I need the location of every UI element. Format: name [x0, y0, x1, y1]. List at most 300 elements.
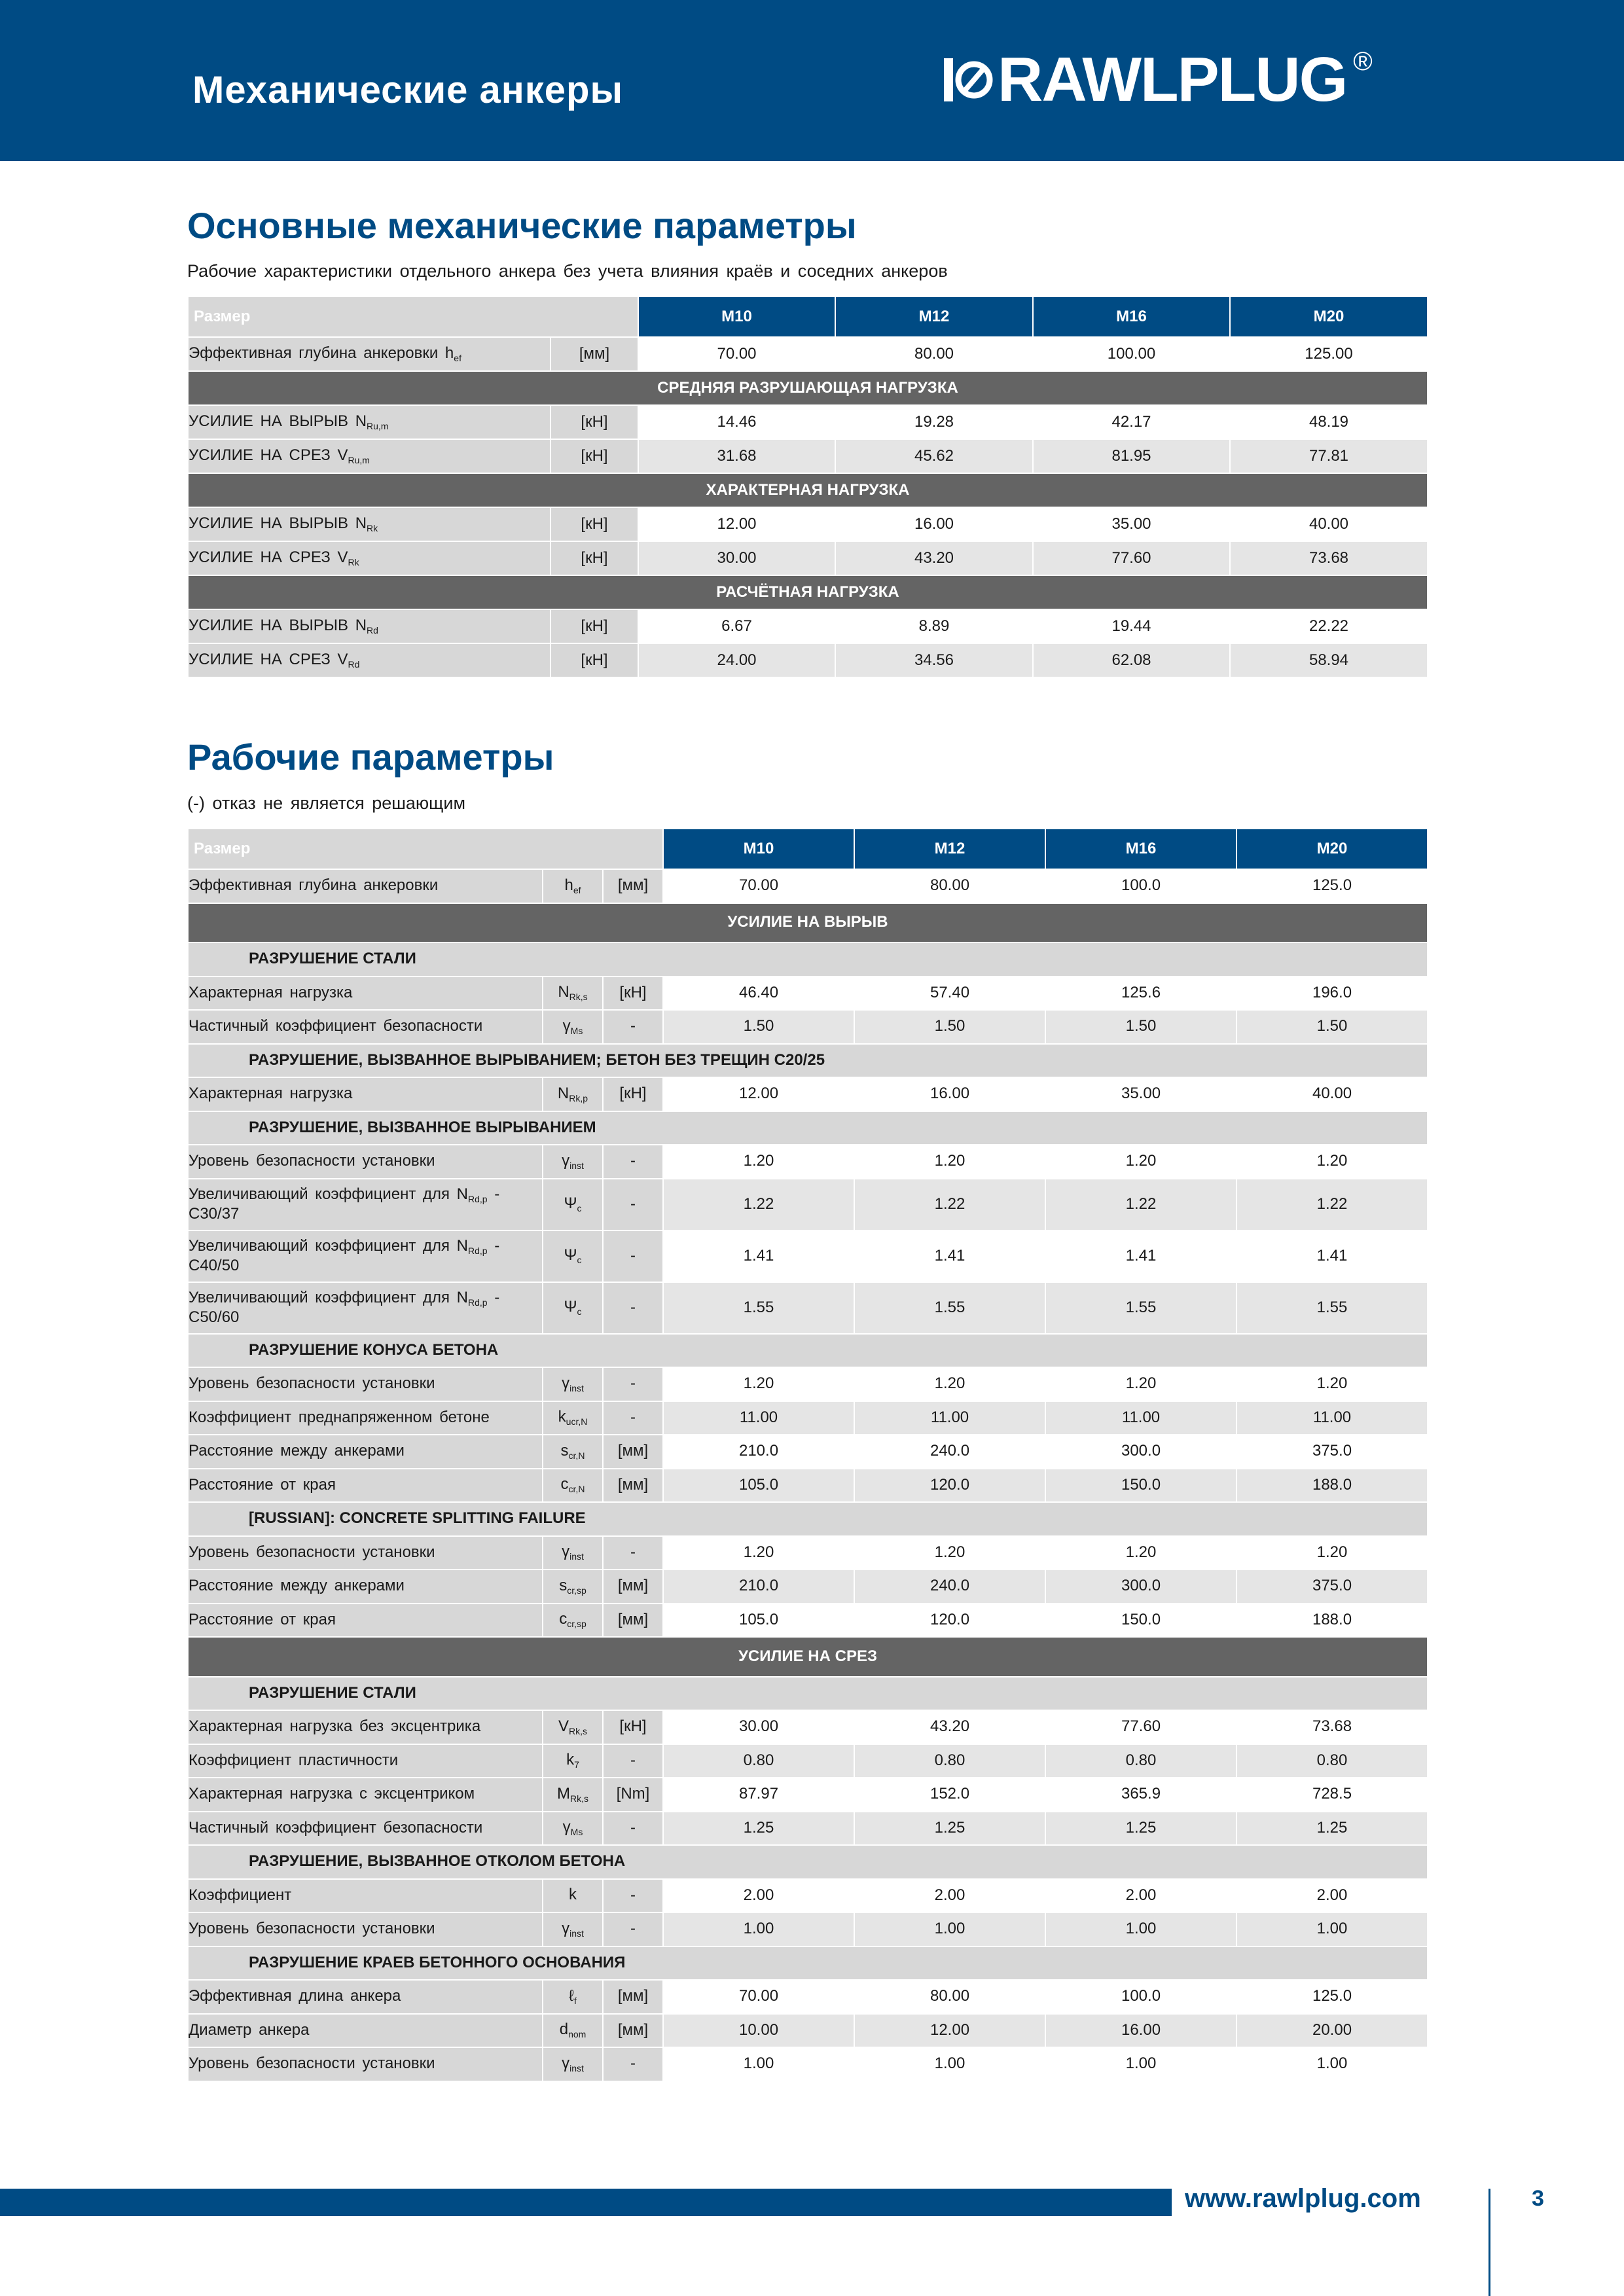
value-cell: 100.0	[1045, 869, 1236, 903]
symbol: Ψ	[564, 1194, 577, 1213]
symbol: ℓ	[569, 1986, 574, 2005]
value-cell: 2.00	[663, 1879, 854, 1913]
value-cell: 1.20	[1236, 1367, 1428, 1401]
unit-cell: [мм]	[603, 1435, 663, 1469]
brand-name: RAWLPLUG	[998, 45, 1347, 115]
unit-cell: [мм]	[603, 1604, 663, 1638]
table-row	[188, 643, 1428, 677]
parameter-name: Уровень безопасности установки	[189, 1543, 435, 1561]
symbol-cell	[543, 2014, 603, 2048]
section1-subtitle: Рабочие характеристики отдельного анкера без учета влияния краёв и соседних анкеров	[187, 261, 948, 281]
parameter-label	[188, 507, 550, 541]
value-cell: 1.00	[1236, 1912, 1428, 1946]
unit-cell: [кН]	[603, 977, 663, 1011]
symbol-cell	[543, 2047, 603, 2081]
subsection-label: РАЗРУШЕНИЕ, ВЫЗВАННОЕ ВЫРЫВАНИЕМ; БЕТОН БЕЗ ТРЕЩИН С20/25	[249, 1050, 825, 1069]
symbol-cell	[543, 1282, 603, 1334]
page-number: 3	[1532, 2186, 1544, 2211]
value-cell: 0.80	[854, 1744, 1045, 1778]
subsection-row	[188, 1845, 1428, 1879]
symbol-subscript: Ms	[570, 1827, 583, 1838]
value-cell: 40.00	[1230, 507, 1428, 541]
value-cell: 105.0	[663, 1604, 854, 1638]
symbol: c	[560, 1475, 569, 1494]
unit-cell: [кН]	[603, 1710, 663, 1744]
parameter-label	[188, 1145, 543, 1179]
symbol: N	[557, 1084, 569, 1102]
value-cell: 1.20	[663, 1367, 854, 1401]
table-row	[188, 1536, 1428, 1570]
symbol: γ	[562, 1374, 570, 1392]
size-column-header: M20	[1230, 296, 1428, 337]
table-row	[188, 1145, 1428, 1179]
value-cell: 6.67	[638, 609, 835, 643]
symbol: M	[557, 1784, 570, 1803]
unit-cell: -	[603, 1179, 663, 1230]
symbol-subscript: c	[577, 1255, 582, 1266]
value-cell: 1.22	[1236, 1179, 1428, 1230]
parameter-label	[188, 1010, 543, 1044]
symbol: k	[558, 1408, 566, 1426]
parameter-label	[188, 1812, 543, 1846]
value-cell: 12.00	[663, 1077, 854, 1111]
symbol-cell	[543, 1912, 603, 1946]
parameter-name-suffix: - C30/37	[189, 1185, 500, 1223]
value-cell: 1.41	[1045, 1230, 1236, 1282]
symbol: N	[558, 983, 569, 1001]
subsection-label: РАЗРУШЕНИЕ, ВЫЗВАННОЕ ВЫРЫВАНИЕМ	[249, 1118, 596, 1136]
size-column-header: M16	[1045, 829, 1236, 869]
parameter-name: Расстояние между анкерами	[189, 1577, 405, 1595]
value-cell: 1.25	[854, 1812, 1045, 1846]
symbol: γ	[562, 1151, 570, 1170]
symbol-subscript: inst	[569, 1551, 584, 1562]
unit-cell: [мм]	[550, 337, 638, 371]
unit-cell: -	[603, 1367, 663, 1401]
parameter-label	[188, 1604, 543, 1638]
unit-cell: [кН]	[550, 643, 638, 677]
value-cell: 300.0	[1045, 1570, 1236, 1604]
symbol-subscript: Rk,s	[569, 1725, 587, 1736]
subsection-heading	[188, 1044, 1428, 1078]
footer-bar	[0, 2189, 1172, 2216]
parameter-label	[188, 2014, 543, 2048]
value-cell: 30.00	[663, 1710, 854, 1744]
table-row	[188, 1710, 1428, 1744]
value-cell: 728.5	[1236, 1778, 1428, 1812]
symbol-subscript: 7	[574, 1759, 579, 1770]
parameter-label	[188, 2047, 543, 2081]
table-row	[188, 1812, 1428, 1846]
parameter-subscript: Rd,p	[467, 1193, 488, 1204]
parameter-name: Частичный коэффициент безопасности	[189, 1017, 483, 1035]
table-row	[188, 1401, 1428, 1435]
value-cell: 43.20	[835, 541, 1033, 575]
size-column-header: M16	[1033, 296, 1230, 337]
value-cell: 1.25	[1045, 1812, 1236, 1846]
value-cell: 100.00	[1033, 337, 1230, 371]
parameter-subscript: Rk	[348, 557, 359, 568]
section-row	[188, 371, 1428, 405]
value-cell: 1.22	[663, 1179, 854, 1230]
symbol-cell	[543, 1879, 603, 1913]
symbol: Ψ	[564, 1246, 577, 1265]
symbol-subscript: nom	[568, 2029, 586, 2040]
subsection-row	[188, 1111, 1428, 1145]
value-cell: 105.0	[663, 1469, 854, 1503]
value-cell: 87.97	[663, 1778, 854, 1812]
symbol-cell	[543, 1230, 603, 1282]
table-row	[188, 1744, 1428, 1778]
subsection-label: РАЗРУШЕНИЕ СТАЛИ	[249, 950, 416, 968]
value-cell: 35.00	[1045, 1077, 1236, 1111]
value-cell: 0.80	[1236, 1744, 1428, 1778]
parameter-label	[188, 1710, 543, 1744]
symbol-subscript: inst	[569, 1928, 584, 1939]
parameter-name: Коэффициент	[189, 1886, 292, 1904]
symbol-cell	[543, 1710, 603, 1744]
value-cell: 210.0	[663, 1570, 854, 1604]
subsection-label: [RUSSIAN]: CONCRETE SPLITTING FAILURE	[249, 1509, 586, 1528]
value-cell: 125.0	[1236, 1980, 1428, 2014]
symbol: k	[566, 1751, 575, 1769]
value-cell: 19.28	[835, 405, 1033, 439]
parameter-label	[188, 405, 550, 439]
parameter-label	[188, 337, 550, 371]
value-cell: 48.19	[1230, 405, 1428, 439]
value-cell: 62.08	[1033, 643, 1230, 677]
table-row	[188, 1230, 1428, 1282]
value-cell: 365.9	[1045, 1778, 1236, 1812]
symbol: s	[560, 1441, 569, 1460]
size-header: Размер	[188, 829, 663, 869]
symbol-cell	[543, 1604, 603, 1638]
value-cell: 73.68	[1236, 1710, 1428, 1744]
unit-cell: -	[603, 1230, 663, 1282]
value-cell: 1.55	[854, 1282, 1045, 1334]
parameter-label	[188, 977, 543, 1011]
value-cell: 1.22	[1045, 1179, 1236, 1230]
unit-cell: -	[603, 2047, 663, 2081]
symbol-cell	[543, 1145, 603, 1179]
value-cell: 46.40	[663, 977, 854, 1011]
value-cell: 16.00	[835, 507, 1033, 541]
parameter-label	[188, 869, 543, 903]
parameter-label	[188, 643, 550, 677]
parameter-subscript: ef	[454, 353, 461, 364]
symbol-cell	[543, 1469, 603, 1503]
subsection-heading	[188, 1111, 1428, 1145]
value-cell: 11.00	[1236, 1401, 1428, 1435]
parameter-name: Уровень безопасности установки	[189, 1920, 435, 1938]
value-cell: 40.00	[1236, 1077, 1428, 1111]
parameter-label	[188, 1077, 543, 1111]
parameter-name: УСИЛИЕ НА ВЫРЫВ N	[189, 514, 367, 533]
subsection-label: РАЗРУШЕНИЕ КРАЕВ БЕТОННОГО ОСНОВАНИЯ	[249, 1953, 626, 1971]
parameter-label	[188, 1744, 543, 1778]
value-cell: 300.0	[1045, 1435, 1236, 1469]
parameter-name: Характерная нагрузка с эксцентриком	[189, 1785, 475, 1803]
parameter-name: УСИЛИЕ НА СРЕЗ V	[189, 548, 348, 567]
symbol-subscript: c	[577, 1306, 582, 1318]
section2-subtitle: (-) отказ не является решающим	[187, 793, 466, 813]
parameter-label	[188, 1179, 543, 1230]
symbol-subscript: c	[577, 1203, 582, 1214]
symbol: γ	[562, 1919, 570, 1937]
section-heading: СРЕДНЯЯ РАЗРУШАЮЩАЯ НАГРУЗКА	[188, 371, 1428, 405]
value-cell: 70.00	[663, 869, 854, 903]
subsection-heading	[188, 1502, 1428, 1536]
parameter-label	[188, 1367, 543, 1401]
unit-cell: -	[603, 1536, 663, 1570]
unit-cell: [кН]	[603, 1077, 663, 1111]
value-cell: 1.55	[663, 1282, 854, 1334]
value-cell: 150.0	[1045, 1469, 1236, 1503]
parameter-subscript: Rd,p	[467, 1297, 488, 1308]
subsection-row	[188, 1677, 1428, 1711]
parameter-name: Эффективная глубина анкеровки	[189, 876, 439, 895]
parameter-label	[188, 1282, 543, 1334]
value-cell: 196.0	[1236, 977, 1428, 1011]
table-header-row	[188, 829, 1428, 869]
table-row	[188, 541, 1428, 575]
section-heading: РАСЧЁТНАЯ НАГРУЗКА	[188, 575, 1428, 609]
table-row	[188, 869, 1428, 903]
table-row	[188, 337, 1428, 371]
parameter-name: УСИЛИЕ НА ВЫРЫВ N	[189, 412, 367, 431]
value-cell: 120.0	[854, 1469, 1045, 1503]
parameter-name: Расстояние между анкерами	[189, 1442, 405, 1460]
table-row	[188, 1010, 1428, 1044]
value-cell: 2.00	[854, 1879, 1045, 1913]
value-cell: 70.00	[663, 1980, 854, 2014]
symbol: γ	[562, 1543, 570, 1561]
value-cell: 1.20	[854, 1145, 1045, 1179]
value-cell: 35.00	[1033, 507, 1230, 541]
footer-divider	[1489, 2189, 1490, 2296]
table-row	[188, 1282, 1428, 1334]
rawlplug-logo	[943, 47, 1373, 113]
value-cell: 1.20	[854, 1536, 1045, 1570]
value-cell: 1.50	[854, 1010, 1045, 1044]
value-cell: 77.60	[1045, 1710, 1236, 1744]
parameter-label	[188, 1469, 543, 1503]
value-cell: 30.00	[638, 541, 835, 575]
unit-cell: [кН]	[550, 405, 638, 439]
value-cell: 125.00	[1230, 337, 1428, 371]
size-column-header: M10	[638, 296, 835, 337]
value-cell: 8.89	[835, 609, 1033, 643]
subsection-row	[188, 1044, 1428, 1078]
value-cell: 1.41	[854, 1230, 1045, 1282]
symbol-subscript: Rk,s	[569, 992, 588, 1003]
symbol-cell	[543, 869, 603, 903]
table-row	[188, 1367, 1428, 1401]
parameter-label	[188, 1980, 543, 2014]
parameter-subscript: Rd,p	[467, 1245, 488, 1256]
unit-cell: -	[603, 1812, 663, 1846]
value-cell: 58.94	[1230, 643, 1428, 677]
symbol: Ψ	[564, 1298, 577, 1316]
value-cell: 1.20	[663, 1145, 854, 1179]
parameter-name: Уровень безопасности установки	[189, 1152, 435, 1170]
parameter-label	[188, 609, 550, 643]
symbol-subscript: cr,N	[568, 1450, 585, 1461]
symbol-cell	[543, 1401, 603, 1435]
parameter-name: Коэффициент преднапряженном бетоне	[189, 1408, 490, 1426]
table-row	[188, 1912, 1428, 1946]
value-cell: 11.00	[1045, 1401, 1236, 1435]
table-row	[188, 439, 1428, 473]
value-cell: 1.50	[1236, 1010, 1428, 1044]
parameter-name: Увеличивающий коэффициент для N	[189, 1236, 468, 1255]
subsection-row	[188, 1502, 1428, 1536]
symbol-cell	[543, 1435, 603, 1469]
symbol-cell	[543, 1010, 603, 1044]
subsection-heading	[188, 1677, 1428, 1711]
size-column-header: M10	[663, 829, 854, 869]
table-row	[188, 405, 1428, 439]
subsection-row	[188, 1334, 1428, 1368]
table-row	[188, 1570, 1428, 1604]
table-row	[188, 1879, 1428, 1913]
parameter-name: Расстояние от края	[189, 1475, 336, 1494]
page-header	[0, 0, 1624, 161]
section-row	[188, 575, 1428, 609]
value-cell: 1.20	[1236, 1536, 1428, 1570]
value-cell: 43.20	[854, 1710, 1045, 1744]
value-cell: 100.0	[1045, 1980, 1236, 2014]
symbol-subscript: inst	[569, 1382, 584, 1393]
symbol-cell	[543, 977, 603, 1011]
value-cell: 375.0	[1236, 1570, 1428, 1604]
value-cell: 81.95	[1033, 439, 1230, 473]
value-cell: 1.25	[663, 1812, 854, 1846]
working-parameters-table	[187, 828, 1428, 2082]
subsection-row	[188, 942, 1428, 977]
size-column-header: M20	[1236, 829, 1428, 869]
value-cell: 0.80	[663, 1744, 854, 1778]
value-cell: 1.20	[1045, 1536, 1236, 1570]
value-cell: 14.46	[638, 405, 835, 439]
value-cell: 150.0	[1045, 1604, 1236, 1638]
parameter-subscript: Rd	[367, 625, 378, 636]
size-column-header: M12	[854, 829, 1045, 869]
value-cell: 1.50	[663, 1010, 854, 1044]
unit-cell: [мм]	[603, 869, 663, 903]
symbol-cell	[543, 1367, 603, 1401]
symbol: γ	[562, 1016, 571, 1035]
unit-cell: -	[603, 1010, 663, 1044]
table-row	[188, 2014, 1428, 2048]
value-cell: 16.00	[1045, 2014, 1236, 2048]
subsection-row	[188, 1946, 1428, 1981]
value-cell: 125.6	[1045, 977, 1236, 1011]
value-cell: 1.00	[1236, 2047, 1428, 2081]
unit-cell: [кН]	[550, 507, 638, 541]
value-cell: 1.55	[1236, 1282, 1428, 1334]
footer-website-link[interactable]: www.rawlplug.com	[1185, 2184, 1421, 2213]
symbol: c	[559, 1610, 568, 1628]
unit-cell: [мм]	[603, 1469, 663, 1503]
value-cell: 1.41	[663, 1230, 854, 1282]
symbol-subscript: cr,sp	[567, 1619, 586, 1630]
value-cell: 42.17	[1033, 405, 1230, 439]
table-row	[188, 1778, 1428, 1812]
value-cell: 1.00	[854, 1912, 1045, 1946]
value-cell: 1.20	[663, 1536, 854, 1570]
section-row	[188, 473, 1428, 507]
symbol-cell	[543, 1812, 603, 1846]
parameter-name: УСИЛИЕ НА СРЕЗ V	[189, 446, 348, 465]
section-heading: УСИЛИЕ НА СРЕЗ	[188, 1637, 1428, 1677]
symbol-subscript: inst	[569, 1160, 584, 1171]
parameter-label	[188, 1570, 543, 1604]
value-cell: 1.50	[1045, 1010, 1236, 1044]
value-cell: 1.20	[854, 1367, 1045, 1401]
value-cell: 19.44	[1033, 609, 1230, 643]
subsection-heading	[188, 1845, 1428, 1879]
value-cell: 188.0	[1236, 1604, 1428, 1638]
section2-title: Рабочие параметры	[187, 736, 554, 778]
value-cell: 1.00	[1045, 1912, 1236, 1946]
parameter-label	[188, 1879, 543, 1913]
mechanical-parameters-table	[187, 296, 1428, 678]
value-cell: 1.41	[1236, 1230, 1428, 1282]
symbol: γ	[562, 2054, 570, 2072]
value-cell: 12.00	[638, 507, 835, 541]
symbol: h	[564, 876, 573, 894]
parameter-name: Частичный коэффициент безопасности	[189, 1818, 483, 1837]
parameter-label	[188, 1536, 543, 1570]
value-cell: 10.00	[663, 2014, 854, 2048]
symbol-subscript: f	[573, 1995, 577, 2006]
symbol-subscript: Rk,p	[569, 1092, 588, 1103]
subsection-label: РАЗРУШЕНИЕ, ВЫЗВАННОЕ ОТКОЛОМ БЕТОНА	[249, 1852, 626, 1871]
unit-cell: [мм]	[603, 2014, 663, 2048]
table-header-row	[188, 296, 1428, 337]
value-cell: 45.62	[835, 439, 1033, 473]
symbol-cell	[543, 1077, 603, 1111]
value-cell: 1.00	[663, 2047, 854, 2081]
value-cell: 188.0	[1236, 1469, 1428, 1503]
parameter-name: УСИЛИЕ НА СРЕЗ V	[189, 651, 348, 669]
table-row	[188, 977, 1428, 1011]
symbol-subscript: Ms	[570, 1025, 583, 1036]
parameter-name: Уровень безопасности установки	[189, 2054, 435, 2073]
parameter-label	[188, 1778, 543, 1812]
value-cell: 152.0	[854, 1778, 1045, 1812]
unit-cell: [кН]	[550, 541, 638, 575]
size-column-header: M12	[835, 296, 1033, 337]
symbol: γ	[562, 1818, 571, 1837]
parameter-label	[188, 1912, 543, 1946]
symbol: s	[559, 1576, 568, 1594]
value-cell: 57.40	[854, 977, 1045, 1011]
value-cell: 1.20	[1236, 1145, 1428, 1179]
value-cell: 1.00	[663, 1912, 854, 1946]
subsection-heading	[188, 1334, 1428, 1368]
parameter-label	[188, 541, 550, 575]
parameter-name: Характерная нагрузка	[189, 1085, 353, 1103]
symbol-subscript: Rk,s	[570, 1793, 588, 1804]
unit-cell: -	[603, 1401, 663, 1435]
symbol-cell	[543, 1179, 603, 1230]
parameter-name-suffix: - C50/60	[189, 1288, 500, 1326]
size-header: Размер	[188, 296, 638, 337]
rawlplug-logo-mark-icon	[943, 54, 994, 105]
unit-cell: -	[603, 1744, 663, 1778]
